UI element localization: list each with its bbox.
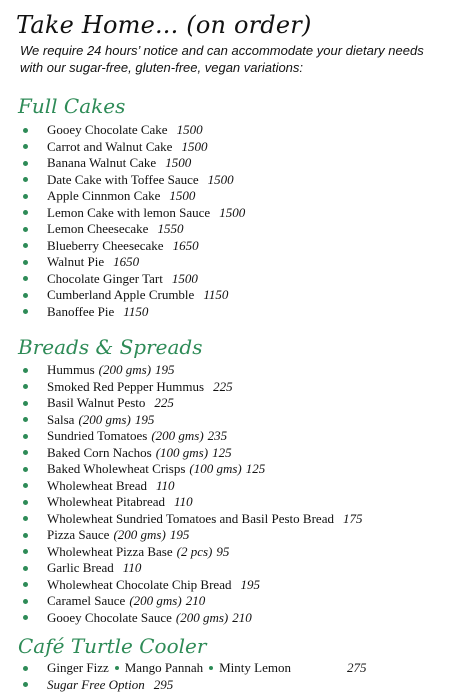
item-price: 1500 [165,155,192,170]
item-name: Smoked Red Pepper Hummus [47,378,205,394]
item-price: 1500 [171,270,198,286]
item-price: 235 [207,428,228,443]
list-item [20,362,362,379]
item-name: Wholewheat Pitabread [47,494,166,509]
list-item [20,461,362,478]
item-name: Apple Cinnmon Cake [47,188,161,203]
bullet-icon [23,128,28,133]
list-item [20,188,245,205]
cooler-list [20,660,366,693]
list-item [20,610,362,627]
item-price: 225 [213,378,233,394]
item-price: 1500 [181,138,208,154]
list-item [20,221,245,238]
item-quantity: (200 gms) [113,527,166,542]
list-item [20,395,362,412]
bullet-icon [23,549,28,554]
bullet-icon [23,483,28,488]
list-item [20,238,245,255]
item-price: 110 [122,560,142,575]
bullet-icon [23,293,28,298]
bullet-icon [23,582,28,587]
list-item [20,379,362,396]
list-item [20,527,362,544]
list-item [20,428,362,445]
item-name: Wholewheat Sundried Tomatoes and Basil Pesto Bread [47,510,334,526]
list-item [20,478,362,495]
item-name: Basil Walnut Pesto [47,395,146,410]
list-item [20,205,245,222]
section-title-full-cakes: Full Cakes [18,94,126,118]
item-name: Carrot and Walnut Cake [47,138,173,154]
bullet-icon [23,682,28,687]
breads-spreads-list [20,362,362,626]
item-quantity: (200 gms) [78,411,131,427]
item-price: 210 [232,609,252,625]
list-item [20,511,362,528]
item-price: 110 [155,477,175,493]
item-price: 1550 [157,221,184,236]
list-item [20,494,362,511]
list-item [20,445,362,462]
bullet-icon [23,276,28,281]
item-name: Garlic Bread [47,560,114,575]
list-item [20,254,245,271]
item-price: 95 [216,543,230,559]
item-price: 195 [240,576,260,592]
cooler-flavour: Mango Pannah [124,660,204,675]
item-name: Cumberland Apple Crumble [47,287,195,302]
list-item [20,271,245,288]
cooler-flavour: Minty Lemon [219,660,291,675]
item-price: 1500 [219,204,246,220]
intro-text: We require 24 hours’ notice and can accommodate your dietary needs with our sugar-free, gluten-free, vegan variations: [20,43,424,75]
bullet-icon [23,500,28,505]
bullet-icon [23,194,28,199]
bullet-icon [115,666,119,670]
item-price: 175 [342,510,363,526]
bullet-icon [23,210,28,215]
full-cakes-list [20,122,245,320]
bullet-icon [23,401,28,406]
bullet-icon [23,177,28,182]
item-name: Baked Corn Nachos [47,444,152,460]
bullet-icon [23,144,28,149]
item-name: Lemon Cheesecake [47,221,149,236]
item-price: 210 [185,593,206,608]
section-title-cafe-turtle-cooler: Café Turtle Cooler [18,634,207,658]
bullet-icon [23,368,28,373]
bullet-icon [23,161,28,166]
section-title-breads-spreads: Breads & Spreads [18,335,203,359]
item-name: Banoffee Pie [47,303,115,319]
list-item [20,677,366,694]
list-item [20,560,362,577]
item-name: Sundried Tomatoes [47,428,148,443]
item-price: 1150 [123,303,149,319]
item-quantity: (200 gms) [98,362,152,377]
list-item [20,155,245,172]
bullet-icon [23,467,28,472]
item-price: 1150 [203,287,229,302]
bullet-icon [23,260,28,265]
item-name: Gooey Chocolate Cake [47,122,168,137]
bullet-icon [23,384,28,389]
item-name: Gooey Chocolate Sauce [47,609,172,625]
item-price: 295 [153,676,174,692]
list-item [20,412,362,429]
item-quantity: (200 gms) [175,609,229,625]
list-item [20,593,362,610]
bullet-icon [23,615,28,620]
item-price: 110 [174,494,193,509]
bullet-icon [23,666,28,671]
list-item [20,172,245,189]
item-price: 1500 [176,122,203,137]
list-item [20,544,362,561]
item-quantity: (100 gms) [189,461,242,476]
item-price: 195 [169,527,190,542]
sugar-free-label: Sugar Free Option [47,676,145,692]
item-name: Blueberry Cheesecake [47,237,164,253]
item-price: 1650 [172,237,199,253]
cooler-flavour: Ginger Fizz [47,660,109,675]
bullet-icon [23,227,28,232]
item-price: 195 [155,362,175,377]
item-name: Wholewheat Pizza Base [47,543,173,559]
bullet-icon [23,243,28,248]
item-quantity: (100 gms) [155,444,209,460]
item-price: 225 [154,395,174,410]
bullet-icon [23,599,28,604]
list-item [20,122,245,139]
bullet-icon [23,533,28,538]
list-item [20,139,245,156]
item-price: 1650 [113,254,140,269]
item-name: Baked Wholewheat Crisps [47,461,186,476]
bullet-icon [23,450,28,455]
item-name: Wholewheat Chocolate Chip Bread [47,576,232,592]
list-item [20,660,366,677]
list-item [20,304,245,321]
bullet-icon [23,417,28,422]
item-name: Walnut Pie [47,254,105,269]
item-name: Lemon Cake with lemon Sauce [47,204,211,220]
item-name: Chocolate Ginger Tart [47,270,163,286]
item-price: 1500 [207,171,234,187]
item-name: Hummus [47,362,95,377]
item-name: Banana Walnut Cake [47,155,157,170]
item-quantity: (200 gms) [129,593,182,608]
item-price: 125 [245,461,266,476]
item-name: Caramel Sauce [47,593,126,608]
item-price: 275 [346,660,367,675]
bullet-icon [23,566,28,571]
bullet-icon [23,434,28,439]
bullet-icon [23,309,28,314]
item-price: 195 [134,411,155,427]
item-name: Date Cake with Toffee Sauce [47,171,199,187]
item-price: 1500 [169,188,196,203]
bullet-icon [209,666,213,670]
item-price: 125 [212,444,232,460]
item-name: Salsa [47,411,75,427]
item-quantity: (2 pcs) [176,543,213,559]
item-name: Wholewheat Bread [47,477,147,493]
item-quantity: (200 gms) [151,428,204,443]
item-name: Pizza Sauce [47,527,110,542]
page-title: Take Home... (on order) [16,11,312,39]
list-item [20,577,362,594]
list-item [20,287,245,304]
bullet-icon [23,516,28,521]
